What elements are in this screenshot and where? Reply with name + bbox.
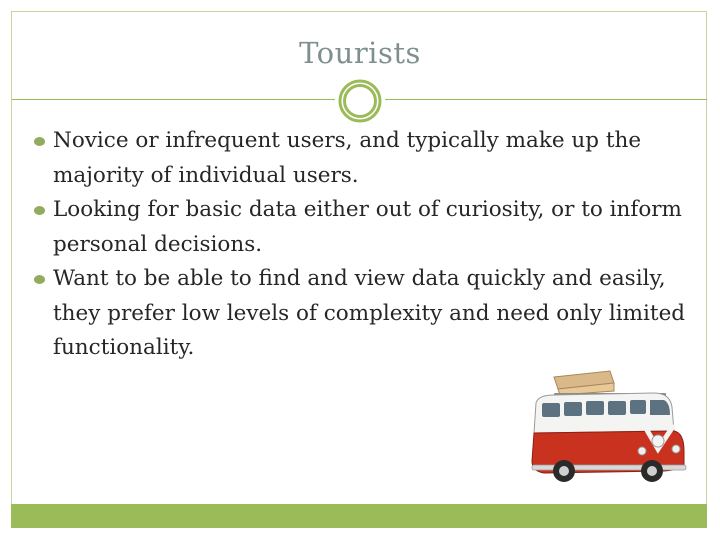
bullet-item <box>34 262 694 366</box>
bullet-marker-icon <box>34 137 45 146</box>
slide-title: Tourists <box>299 36 421 70</box>
footer-bar <box>11 504 707 528</box>
title-divider-right <box>385 99 707 100</box>
bullet-text: Novice or infrequent users, and typically make up the majority of individual users. <box>53 128 642 188</box>
bullet-marker-icon <box>34 275 45 284</box>
title-divider-left <box>12 99 335 100</box>
bullet-list <box>34 124 694 366</box>
bullet-text: Looking for basic data either out of curiosity, or to inform personal decisions. <box>53 197 682 257</box>
bullet-item <box>34 124 694 193</box>
circle-ornament-icon <box>337 78 383 124</box>
camper-van-image <box>524 367 696 485</box>
bullet-item <box>34 193 694 262</box>
bullet-text: Want to be able to find and view data quickly and easily, they prefer low levels of complexity and need only limited functionality. <box>53 266 686 360</box>
bullet-marker-icon <box>34 206 45 215</box>
